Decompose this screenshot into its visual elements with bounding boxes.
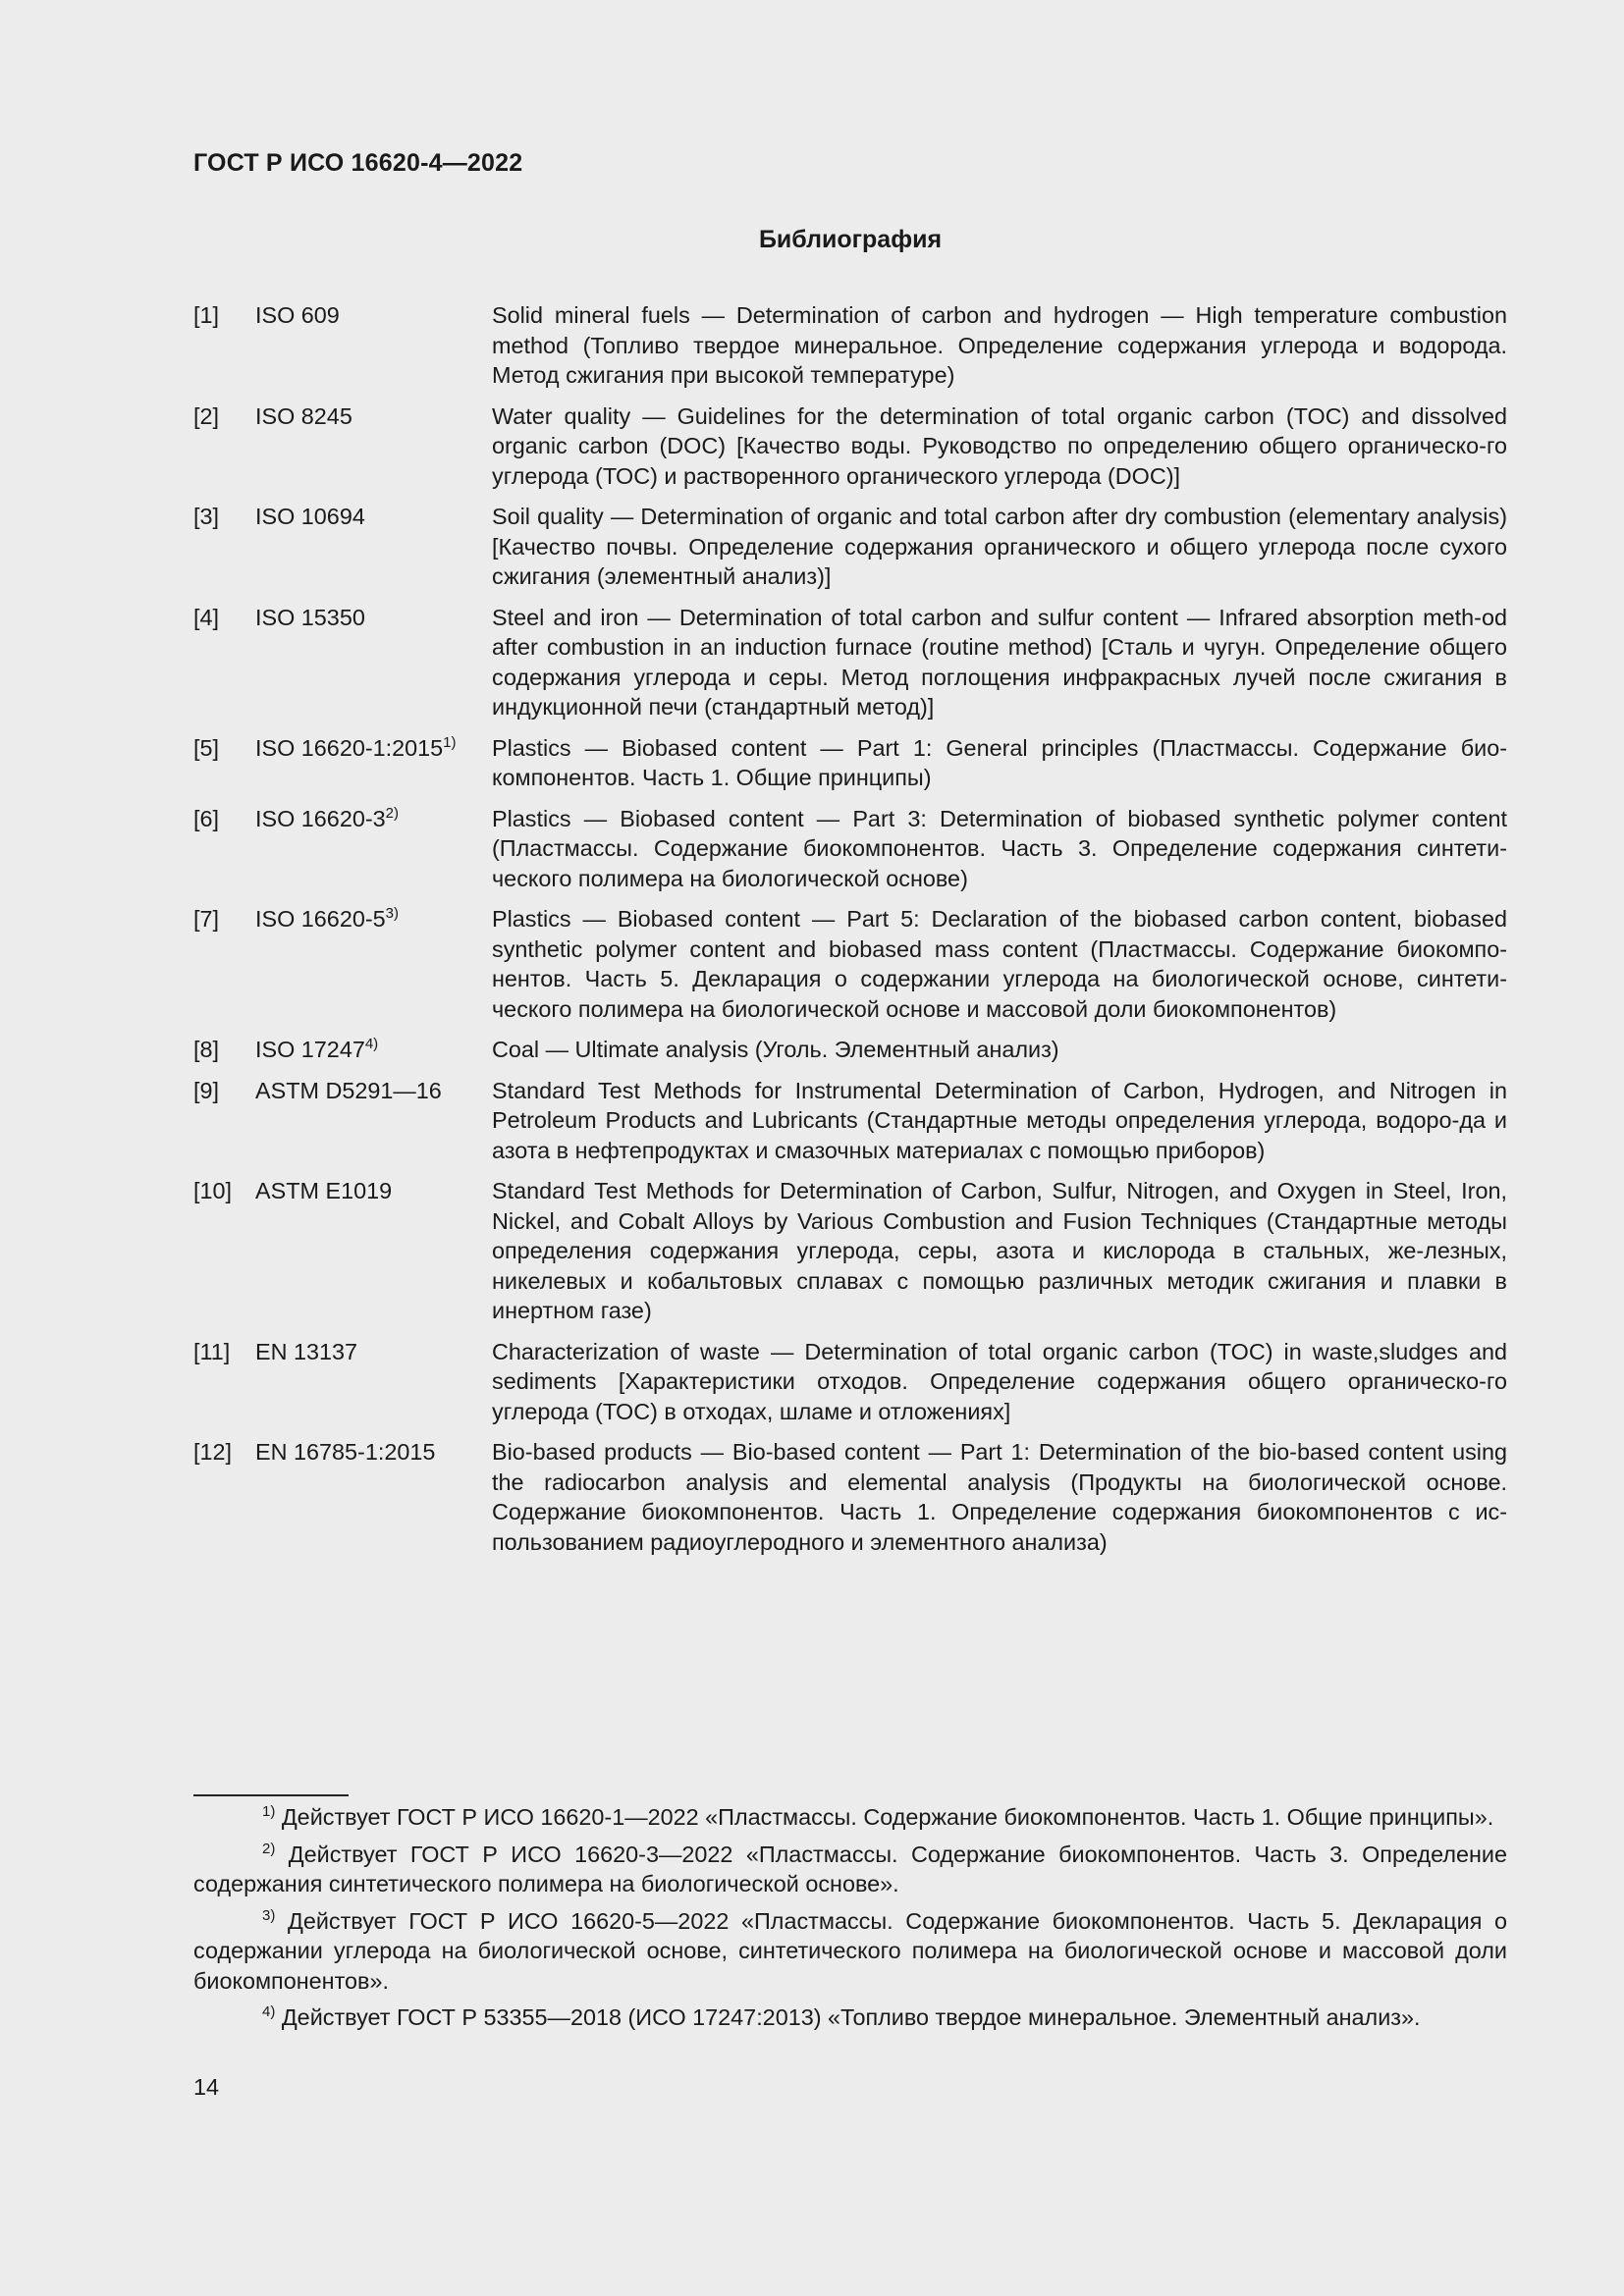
bibliography-entry: [193, 1337, 1507, 1427]
bibliography-entry: [193, 1076, 1507, 1166]
entry-title: Plastics — Biobased content — Part 1: General principles (Пластмассы. Содержание био-компонентов. Часть 1. Общие принципы): [492, 734, 1507, 790]
bibliography-entry: [193, 300, 1507, 391]
entry-number: [9]: [193, 1077, 220, 1103]
entry-title: Standard Test Methods for Determination of Carbon, Sulfur, Nitrogen, and Oxygen in Steel, Iron, Nickel, and Cobalt Alloys by Various Combustion and Fusion Techniques (Стандартные методы определения содержания углерода, серы, азота и кислорода в стальных, же-лезных, никелевых и кобальтовых сплавах с помощью различных методик сжигания и плавки в инертном газе): [492, 1178, 1507, 1323]
footnote-text: Действует ГОСТ Р ИСО 16620-3—2022 «Пластмассы. Содержание биокомпонентов. Часть 3. Определение содержания синтетического полимера на биологической основе».: [193, 1841, 1508, 1896]
entry-title: Characterization of waste — Determination of total organic carbon (TOC) in waste,sludges and sediments [Характеристики отходов. Определение содержания общего органическо-го углерода (ТОС) в отходах, шламе и отложениях]: [492, 1338, 1507, 1424]
footnote-mark: 4): [262, 2003, 276, 2020]
entry-title: Solid mineral fuels — Determination of carbon and hydrogen — High temperature combustion method (Топливо твердое минеральное. Определение содержания углерода и водорода. Метод сжигания при высокой температуре): [492, 302, 1507, 388]
standard-code-text: ASTM E1019: [255, 1178, 393, 1203]
entry-number: [8]: [193, 1037, 220, 1062]
footnote-reference: 3): [385, 905, 399, 922]
standard-code: [255, 1076, 492, 1166]
entry-title: Coal — Ultimate analysis (Уголь. Элементный анализ): [492, 1037, 1059, 1062]
footnote: [193, 1840, 1507, 1899]
standard-code-text: ISO 10694: [255, 504, 365, 529]
standard-code: [255, 1176, 492, 1326]
bibliography-entry: [193, 733, 1507, 793]
standard-code-text: ISO 16620-5: [255, 906, 386, 932]
standard-code: [255, 1337, 492, 1427]
standard-code: [255, 401, 492, 492]
entry-title: Plastics — Biobased content — Part 3: Determination of biobased synthetic polymer content (Пластмассы. Содержание биокомпонентов. Часть 3. Определение содержания синтети-ческого полимера на биологической основе): [492, 805, 1507, 891]
bibliography-entry: [193, 401, 1507, 492]
standard-code: [255, 502, 492, 592]
entry-number: [10]: [193, 1178, 233, 1203]
standard-code-text: ISO 16620-1:2015: [255, 734, 444, 761]
standard-code-text: ISO 8245: [255, 402, 352, 429]
footnote-mark: 3): [262, 1906, 276, 1924]
bibliography-entry: [193, 904, 1507, 1024]
document-page: [193, 0, 1507, 2296]
standard-code-text: ISO 17247: [255, 1037, 365, 1062]
entry-number: [2]: [193, 402, 220, 429]
standard-code: [255, 804, 492, 894]
standard-code-text: ISO 16620-3: [255, 805, 386, 831]
entry-number: [6]: [193, 805, 220, 831]
bibliography-entry: [193, 804, 1507, 894]
standard-code: [255, 1437, 492, 1557]
footnote-text: Действует ГОСТ Р 53355—2018 (ИСО 17247:2013) «Топливо твердое минеральное. Элементный анализ».: [281, 2004, 1421, 2030]
standard-code: [255, 300, 492, 391]
standard-code: [255, 1035, 492, 1065]
standard-code-text: ASTM D5291—16: [255, 1077, 442, 1103]
section-title: Библиография: [758, 226, 943, 253]
entry-title: Standard Test Methods for Instrumental Determination of Carbon, Hydrogen, and Nitrogen in Petroleum Products and Lubricants (Стандартные методы определения углерода, водоро-да и азота в нефтепродуктах и смазочных материалах с помощью приборов): [492, 1077, 1507, 1163]
footnote: [193, 2002, 1507, 2033]
entry-number: [4]: [193, 604, 220, 630]
standard-code: [255, 603, 492, 722]
entry-number: [3]: [193, 504, 220, 529]
footnote-reference: 4): [364, 1036, 379, 1052]
footnote: [193, 1802, 1507, 1833]
standard-code-text: EN 16785-1:2015: [255, 1439, 436, 1465]
footnote-text: Действует ГОСТ Р ИСО 16620-1—2022 «Пластмассы. Содержание биокомпонентов. Часть 1. Общие принципы».: [281, 1804, 1494, 1830]
entry-title: Steel and iron — Determination of total carbon and sulfur content — Infrared absorption meth-od after combustion in an induction furnace (routine method) [Сталь и чугун. Определение общего содержания углерода и серы. Метод поглощения инфракрасных лучей после сжигания в индукционной печи (стандартный метод)]: [492, 604, 1507, 720]
footnote-text: Действует ГОСТ Р ИСО 16620-5—2022 «Пластмассы. Содержание биокомпонентов. Часть 5. Декларация о содержании углерода на биологической основе, синтетического полимера на биологической основе и массовой доли биокомпонентов».: [193, 1907, 1508, 1994]
entry-title: Water quality — Guidelines for the determination of total organic carbon (TOC) and dissolved organic carbon (DOC) [Качество воды. Руководство по определению общего органическо-го углерода (ТОС) и растворенного органического углерода (DOC)]: [492, 402, 1507, 489]
bibliography-list: [193, 300, 1507, 1568]
footnote-mark: 1): [262, 1803, 276, 1820]
footnote: [193, 1906, 1507, 1997]
entry-title: Soil quality — Determination of organic and total carbon after dry combustion (elementary analysis) [Качество почвы. Определение содержания органического и общего углерода после сухого сжигания (элементный анализ)]: [492, 504, 1507, 589]
entry-number: [7]: [193, 906, 220, 932]
bibliography-entry: [193, 502, 1507, 592]
entry-title: Plastics — Biobased content — Part 5: Declaration of the biobased carbon content, biobased synthetic polymer content and biobased mass content (Пластмассы. Содержание биокомпо-нентов. Часть 5. Декларация о содержании углерода на биологической основе, синтети-ческого полимера на биологической основе и массовой доли биокомпонентов): [492, 906, 1507, 1022]
footnote-mark: 2): [262, 1840, 276, 1857]
entry-title: Bio-based products — Bio-based content — Part 1: Determination of the bio-based content using the radiocarbon analysis and elemental analysis (Продукты на биологической основе. Содержание биокомпонентов. Часть 1. Определение содержания биокомпонентов с ис-пользованием радиоуглеродного и элементного анализа): [492, 1439, 1507, 1555]
document-header: ГОСТ Р ИСО 16620-4—2022: [193, 149, 523, 177]
footnotes: [193, 1802, 1507, 2040]
standard-code: [255, 904, 492, 1024]
bibliography-entry: [193, 1035, 1507, 1065]
standard-code: [255, 733, 492, 793]
standard-code-text: EN 13137: [255, 1338, 358, 1364]
footnote-reference: 2): [385, 804, 399, 822]
bibliography-entry: [193, 1176, 1507, 1326]
entry-number: [5]: [193, 734, 220, 761]
bibliography-entry: [193, 603, 1507, 722]
footnote-divider: [193, 1794, 349, 1796]
entry-number: [1]: [193, 302, 220, 328]
bibliography-entry: [193, 1437, 1507, 1557]
page-number: 14: [193, 2074, 220, 2100]
footnote-reference: 1): [443, 733, 457, 751]
standard-code-text: ISO 609: [255, 302, 340, 328]
entry-number: [11]: [193, 1338, 231, 1364]
entry-number: [12]: [193, 1439, 233, 1465]
standard-code-text: ISO 15350: [255, 604, 365, 630]
